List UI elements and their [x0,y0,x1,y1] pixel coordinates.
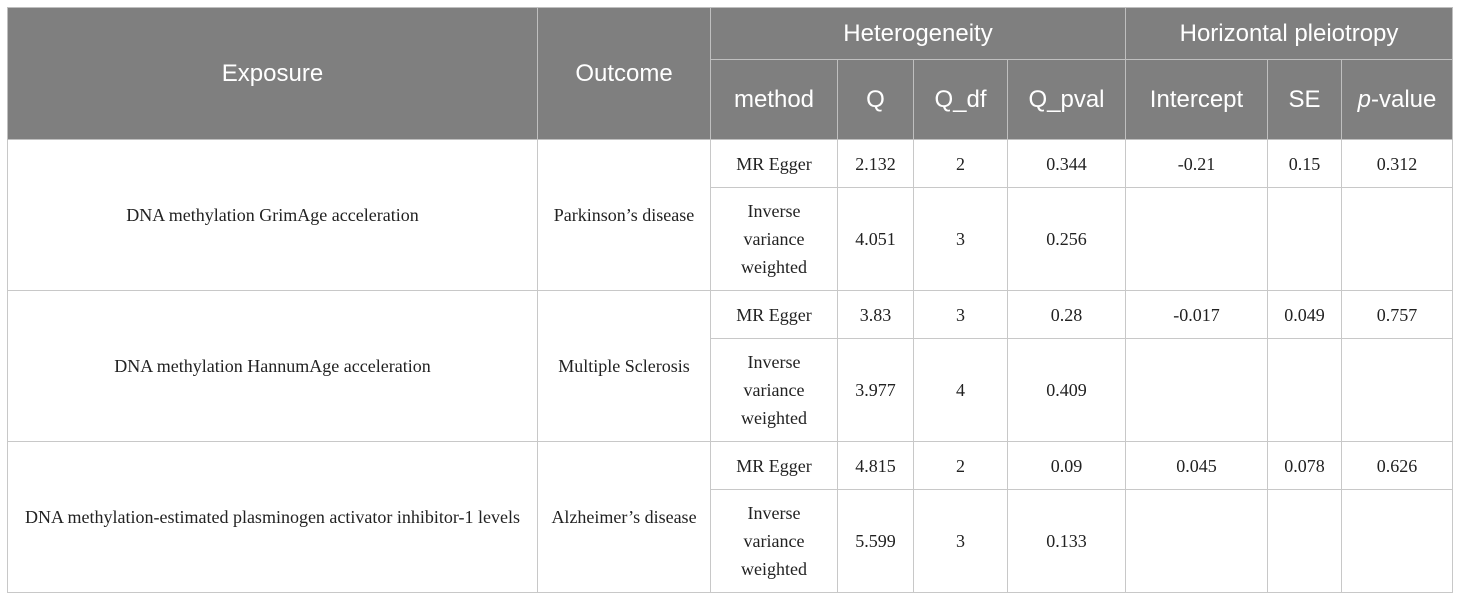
intercept-cell-empty [1126,490,1268,593]
exposure-cell: DNA methylation-estimated plasminogen activator inhibitor-1 levels [8,442,538,593]
header-se: SE [1268,60,1342,140]
se-cell-empty [1268,188,1342,291]
q-pval-cell: 0.133 [1008,490,1126,593]
q-pval-cell: 0.256 [1008,188,1126,291]
header-q-pval: Q_pval [1008,60,1126,140]
q-df-cell: 3 [914,291,1008,339]
intercept-cell-empty [1126,188,1268,291]
outcome-cell: Parkinson’s disease [538,140,711,291]
q-pval-cell: 0.09 [1008,442,1126,490]
results-table [7,7,1453,593]
se-cell-empty [1268,339,1342,442]
se-cell: 0.078 [1268,442,1342,490]
q-cell: 3.977 [838,339,914,442]
intercept-cell: 0.045 [1126,442,1268,490]
q-pval-cell: 0.344 [1008,140,1126,188]
header-exposure: Exposure [8,8,538,140]
header-p-value-italic: p [1357,85,1371,113]
q-pval-cell: 0.409 [1008,339,1126,442]
q-df-cell: 2 [914,140,1008,188]
header-heterogeneity: Heterogeneity [711,8,1126,60]
method-cell: Inverse variance weighted [711,339,838,442]
p-value-cell: 0.757 [1342,291,1453,339]
method-cell: Inverse variance weighted [711,188,838,291]
se-cell-empty [1268,490,1342,593]
method-cell: MR Egger [711,442,838,490]
q-cell: 4.815 [838,442,914,490]
header-method: method [711,60,838,140]
intercept-cell: -0.21 [1126,140,1268,188]
method-cell: MR Egger [711,140,838,188]
header-intercept: Intercept [1126,60,1268,140]
table-container [7,7,1453,593]
header-horizontal-pleiotropy: Horizontal pleiotropy [1126,8,1453,60]
p-value-cell: 0.312 [1342,140,1453,188]
q-cell: 3.83 [838,291,914,339]
header-outcome: Outcome [538,8,711,140]
table-row [8,442,1453,490]
p-value-cell: 0.626 [1342,442,1453,490]
outcome-cell: Multiple Sclerosis [538,291,711,442]
method-cell: Inverse variance weighted [711,490,838,593]
q-cell: 5.599 [838,490,914,593]
p-value-cell-empty [1342,490,1453,593]
header-q-df: Q_df [914,60,1008,140]
q-df-cell: 2 [914,442,1008,490]
exposure-cell: DNA methylation GrimAge acceleration [8,140,538,291]
q-pval-cell: 0.28 [1008,291,1126,339]
outcome-cell: Alzheimer’s disease [538,442,711,593]
p-value-cell-empty [1342,339,1453,442]
table-row [8,291,1453,339]
q-df-cell: 3 [914,188,1008,291]
header-q: Q [838,60,914,140]
se-cell: 0.15 [1268,140,1342,188]
header-row-1 [8,8,1453,60]
p-value-cell-empty [1342,188,1453,291]
table-row [8,140,1453,188]
header-p-value-rest: -value [1371,85,1437,113]
q-cell: 2.132 [838,140,914,188]
exposure-cell: DNA methylation HannumAge acceleration [8,291,538,442]
header-p-value [1342,60,1453,140]
q-cell: 4.051 [838,188,914,291]
q-df-cell: 4 [914,339,1008,442]
se-cell: 0.049 [1268,291,1342,339]
intercept-cell: -0.017 [1126,291,1268,339]
q-df-cell: 3 [914,490,1008,593]
method-cell: MR Egger [711,291,838,339]
intercept-cell-empty [1126,339,1268,442]
